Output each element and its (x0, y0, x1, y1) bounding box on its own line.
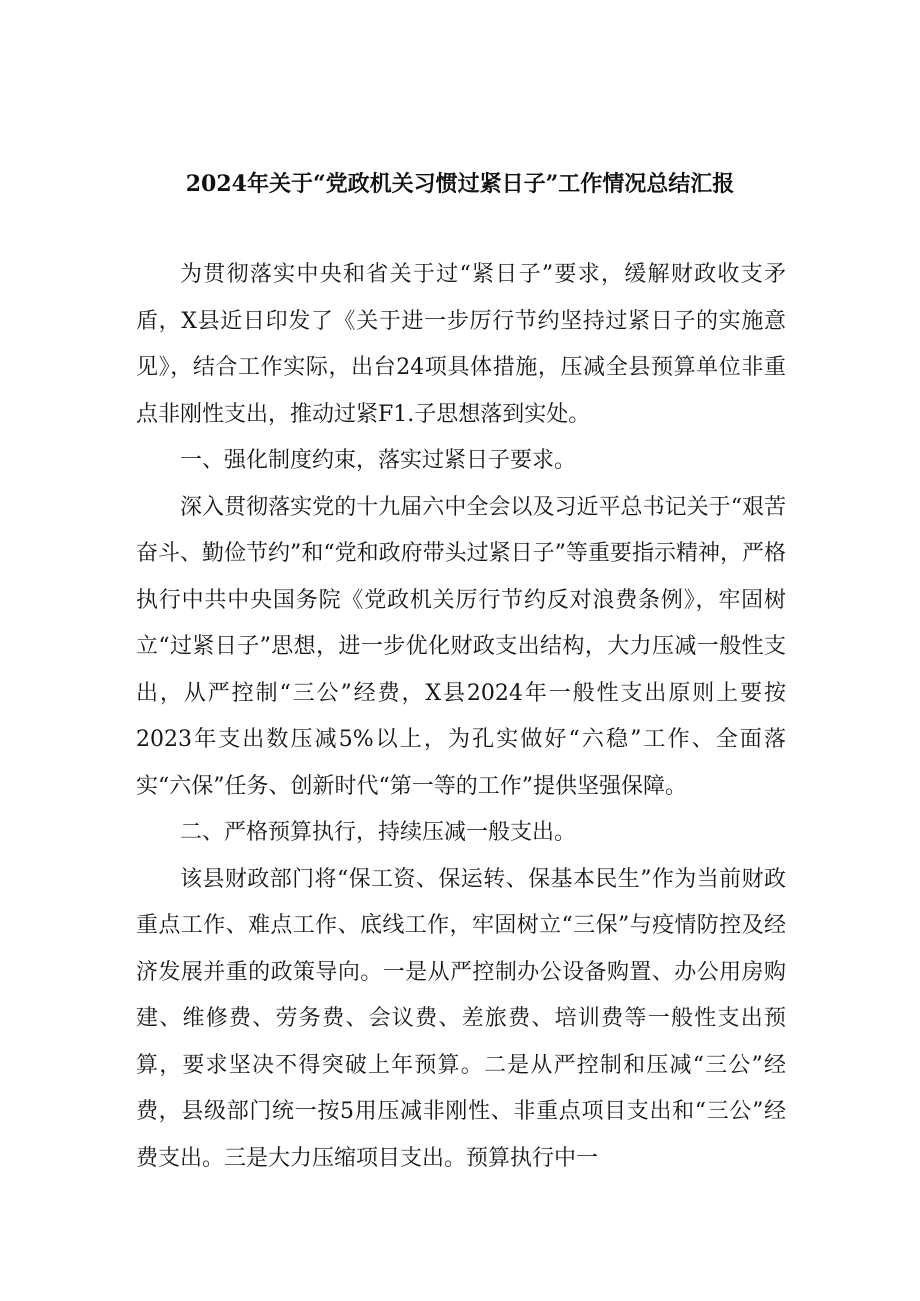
document-title: 2024年关于“党政机关习惯过紧日子”工作情况总结汇报 (185, 171, 735, 197)
paragraph-intro: 为贯彻落实中央和省关于过“紧日子”要求，缓解财政收支矛盾，X县近日印发了《关于进一步厉行节约坚持过紧日子的实施意见》，结合工作实际，出台24项具体措施，压减全县预算单位非重点非刚性支出，推动过紧F1.子思想落到实处。 (136, 262, 786, 427)
heading-section-2: 二、严格预算执行，持续压减一般支出。 (180, 820, 577, 845)
heading-section-1: 一、强化制度约束，落实过紧日子要求。 (180, 448, 577, 473)
paragraph-section-2: 该县财政部门将“保工资、保运转、保基本民生”作为当前财政重点工作、难点工作、底线工作，牢固树立“三保”与疫情防控及经济发展并重的政策导向。一是从严控制办公设备购置、办公用房购建、维修费、劳务费、会议费、差旅费、培训费等一般性支出预算，要求坚决不得突破上年预算。二是从严控制和压减“三公”经费，县级部门统一按5用压减非刚性、非重点项目支出和“三公”经费支出。三是大力压缩项目支出。预算执行中一 (136, 866, 786, 1171)
paragraph-section-1: 深入贯彻落实党的十九届六中全会以及习近平总书记关于“艰苦奋斗、勤俭节约”和“党和政府带头过紧日子”等重要指示精神，严格执行中共中央国务院《党政机关厉行节约反对浪费条例》，牢固树立“过紧日子”思想，进一步优化财政支出结构，大力压减一般性支出，从严控制“三公”经费，X县2024年一般性支出原则上要按2023年支出数压减5%以上，为孔实做好“六稳”工作、全面落实“六保”任务、创新时代“第一等的工作”提供坚强保障。 (136, 494, 786, 799)
document-body (136, 252, 786, 1182)
